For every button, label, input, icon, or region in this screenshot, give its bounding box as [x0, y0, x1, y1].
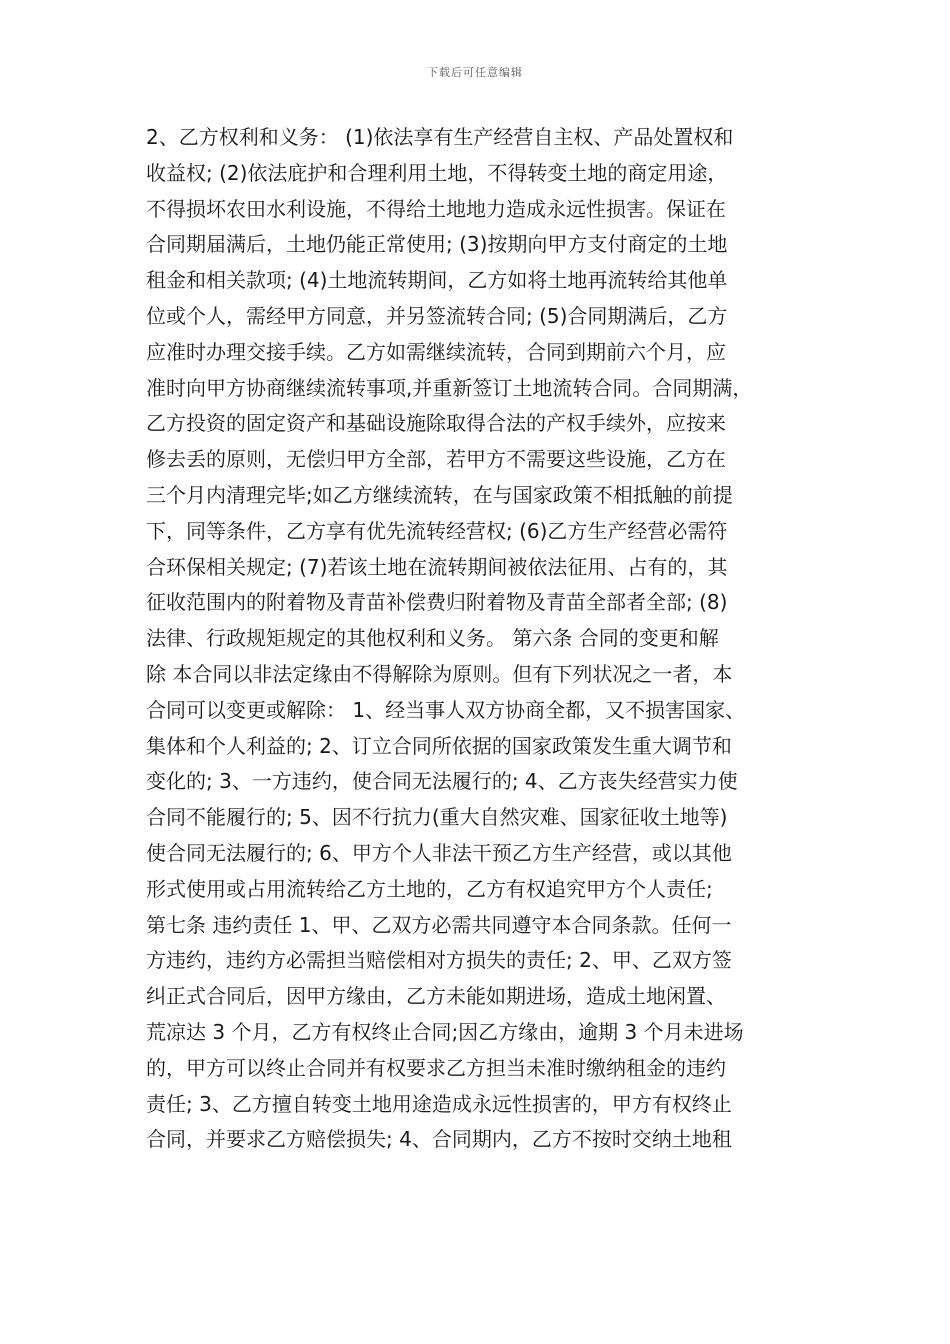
text-line: 不得损坏农田水利设施，不得给土地地力造成永远性损害。保证在 [146, 196, 726, 221]
text-line: 荒凉达 3 个月，乙方有权终止合同;因乙方缘由，逾期 3 个月未进场 [146, 1019, 744, 1044]
text-line: 征收范围内的附着物及青苗补偿费归附着物及青苗全部者全部; (8) [146, 590, 728, 615]
text-line: 收益权; (2)依法庇护和合理利用土地，不得转变土地的商定用途， [146, 160, 728, 185]
text-line: 合环保相关规定; (7)若该土地在流转期间被依法征用、占有的，其 [146, 554, 728, 579]
text-line: 责任; 3、乙方擅自转变土地用途造成永远性损害的，甲方有权终止 [146, 1091, 732, 1116]
text-line: 应准时办理交接手续。乙方如需继续流转，合同到期前六个月，应 [146, 339, 726, 364]
text-line: 合同不能履行的; 5、因不行抗力(重大自然灾难、国家征收土地等) [146, 805, 728, 830]
text-line: 的，甲方可以终止合同并有权要求乙方担当未准时缴纳租金的违约 [146, 1055, 726, 1080]
text-line: 乙方投资的固定资产和基础设施除取得合法的产权手续外，应按来 [146, 411, 726, 436]
text-line: 准时向甲方协商继续流转事项,并重新签订土地流转合同。合同期满， [146, 375, 753, 400]
text-line: 法律、行政规矩规定的其他权利和义务。 第六条 合同的变更和解 [146, 626, 719, 651]
text-line: 租金和相关款项; (4)土地流转期间，乙方如将土地再流转给其他单 [146, 268, 728, 293]
text-line: 形式使用或占用流转给乙方土地的，乙方有权追究甲方个人责任; [146, 876, 713, 901]
text-line: 变化的; 3、一方违约，使合同无法履行的; 4、乙方丧失经营实力使 [146, 769, 738, 794]
text-line: 合同可以变更或解除： 1、经当事人双方协商全都，又不损害国家、 [146, 697, 746, 722]
text-line: 第七条 违约责任 1、甲、乙双方必需共同遵守本合同条款。任何一 [146, 912, 732, 937]
text-line: 2、乙方权利和义务： (1)依法享有生产经营自主权、产品处置权和 [146, 125, 734, 149]
text-line: 三个月内清理完毕;如乙方继续流转，在与国家政策不相抵触的前提 [146, 482, 733, 507]
text-line: 合同期届满后，土地仍能正常使用; (3)按期向甲方支付商定的土地 [146, 232, 728, 257]
text-line: 位或个人，需经甲方同意，并另签流转合同; (5)合同期满后，乙方 [146, 303, 728, 328]
text-line: 下，同等条件，乙方享有优先流转经营权; (6)乙方生产经营必需符 [146, 518, 728, 543]
text-line: 纠正式合同后，因甲方缘由，乙方未能如期进场，造成土地闲置、 [146, 984, 726, 1009]
text-line: 修去丢的原则，无偿归甲方全部，若甲方不需要这些设施，乙方在 [146, 447, 726, 472]
contract-body-text [146, 120, 826, 1158]
text-line: 使合同无法履行的; 6、甲方个人非法干预乙方生产经营，或以其他 [146, 840, 732, 865]
text-line: 除 本合同以非法定缘由不得解除为原则。但有下列状况之一者，本 [146, 661, 733, 686]
text-line: 集体和个人利益的; 2、订立合同所依据的国家政策发生重大调节和 [146, 733, 732, 758]
text-line: 合同，并要求乙方赔偿损失; 4、合同期内，乙方不按时交纳土地租 [146, 1127, 732, 1152]
page-header: 下载后可任意编辑 [427, 66, 523, 79]
text-line: 方违约，违约方必需担当赔偿相对方损失的责任; 2、甲、乙双方签 [146, 948, 732, 973]
